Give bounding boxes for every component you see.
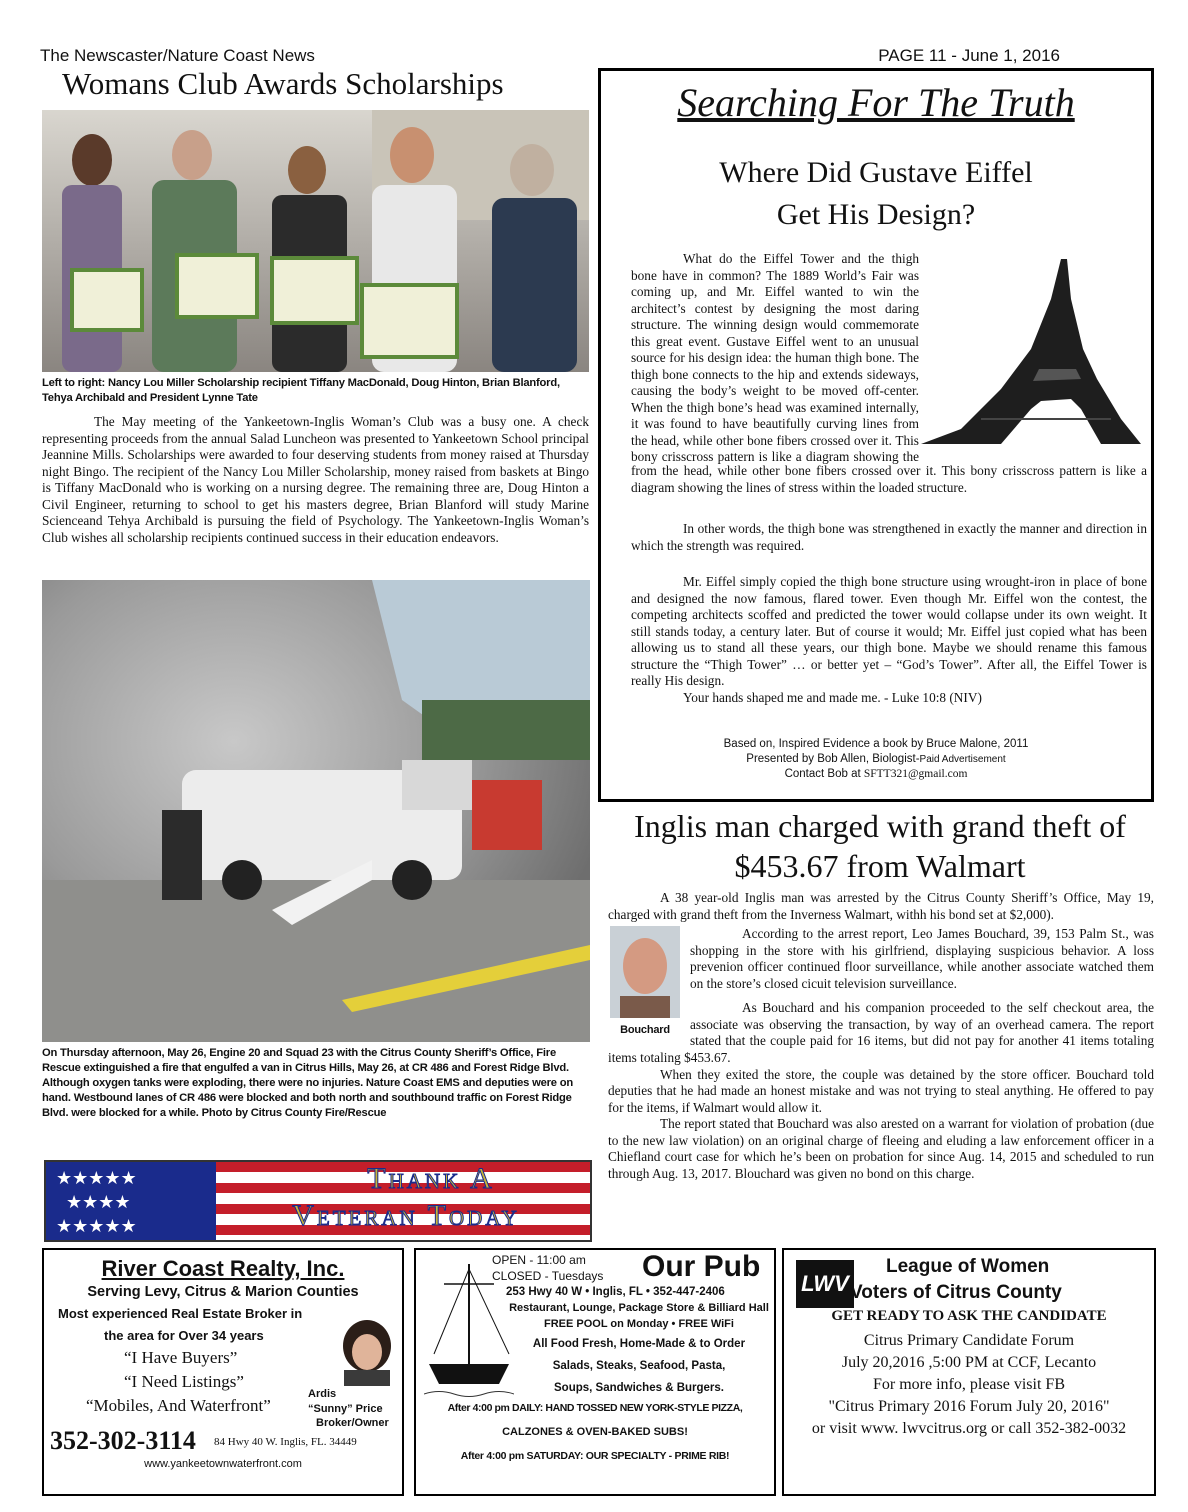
agent-name-2: “Sunny” Price (308, 1403, 383, 1415)
realty-phone[interactable]: 352-302-3114 (50, 1426, 196, 1455)
truth-para-1-tail: from the head, while other bone fibers crossed over it. This bony crisscross pattern is like a diagram showing the lines of stress within the loaded structure. (631, 463, 1147, 495)
truth-credit-2: Presented by Bob Allen, Biologist- (746, 753, 920, 765)
realty-ad (42, 1248, 404, 1496)
realty-address: 84 Hwy 40 W. Inglis, FL. 34449 (214, 1436, 357, 1448)
contact-email[interactable]: SFTT321@gmail.com (863, 768, 968, 780)
publication-name: The Newscaster/Nature Coast News (40, 46, 315, 65)
theft-headline (600, 806, 1160, 886)
theft-headline-1: Inglis man charged with grand theft of (634, 808, 1126, 844)
van-fire-photo (42, 580, 590, 1042)
truth-credit-3-line (601, 767, 1151, 782)
truth-credit-2-line (601, 752, 1151, 767)
pub-free: FREE POOL on Monday • FREE WiFi (544, 1318, 734, 1330)
lwv-details (784, 1330, 1154, 1440)
theft-headline-2: $453.67 from Walmart (734, 848, 1026, 884)
pub-saturday: After 4:00 pm SATURDAY: OUR SPECIALTY - PRIME RIB! (460, 1450, 730, 1462)
pub-address: 253 Hwy 40 W • Inglis, FL • 352-447-2406 (506, 1286, 725, 1298)
theft-col-b (690, 1000, 1154, 1050)
mugshot-label: Bouchard (620, 1024, 670, 1036)
realty-quote-1: “I Have Buyers” (124, 1348, 238, 1367)
theft-p3: As Bouchard and his companion proceeded to the self checkout area, the associate was observing the transaction, by way of an overhead camera. The report stated that the couple paid for 16 items, but did not pay for another 41 items totaling (690, 1000, 1154, 1048)
lwv-logo: LWV (796, 1260, 854, 1308)
pub-open: OPEN - 11:00 am (492, 1253, 586, 1267)
lwv-line-5: or visit www. lwvcitrus.org or call 352-382-0032 (811, 1420, 1127, 1437)
realty-quote-3: “Mobiles, And Waterfront” (86, 1396, 271, 1415)
banner-line-2: Veteran Today (292, 1199, 520, 1232)
paid-ad-label: Paid Advertisement (919, 754, 1006, 765)
lwv-line-2: July 20,2016 ,5:00 PM at CCF, Lecanto (841, 1354, 1097, 1371)
agent-name-1: Ardis (308, 1388, 337, 1400)
agent-photo (332, 1316, 402, 1386)
truth-para-1-top (631, 251, 919, 467)
veteran-banner (44, 1160, 592, 1242)
svg-text:★★★★: ★★★★ (66, 1192, 131, 1213)
truth-para-1: What do the Eiffel Tower and the thigh bone have in common? The 1889 World’s Fair was coming up, and Mr. Eiffel wanted to win the architect’s contest by designing the most daring structure. The winning design would commemorate this great event. Gustave Eiffel went to an unusual source for his design idea: the human thigh bone. The thigh bone connects to the hip and extends sideways, causing the body’s weight to be moved off-center. When the thigh bone’s head was examined internally, it was found to have beautifully curving lines from the head, while other bone fibers crossed over it. This bony crisscross pattern is like a diagram showing the (631, 251, 919, 464)
theft-p3-tail: items totaling $453.67. (608, 1050, 731, 1065)
scholarship-headline: Womans Club Awards Scholarships (62, 66, 504, 101)
scholarship-paragraph: The May meeting of the Yankeetown-Inglis Woman’s Club was a busy one. A check representing proceeds from the annual Salad Luncheon was presented to Yankeetown School principal Jeannine Mills. Scholarships were awarded to four deserving students from money raised at Thursday night Bingo. The recipient of the Nancy Lou Miller Scholarship, money raised from baskets at Bingo is Tiffany MacDonald who is working on a nursing degree. The remaining three are, Doug Hinton a Civil Engineer, returning to school to get his masters degree, Brian Blanford will study Marine Scienceand Tehya Archibald is pursuing the field of Psychology. The Yankeetown-Inglis Woman’s Club wishes all scholarship recipients continued success in their education endeavors. (42, 414, 589, 545)
truth-para-2-block (631, 521, 1147, 554)
lwv-line-1: Citrus Primary Candidate Forum (863, 1332, 1075, 1349)
truth-subtitle-1: Where Did Gustave Eiffel (719, 156, 1033, 189)
realty-exp-1: Most experienced Real Estate Broker in (58, 1306, 303, 1321)
theft-p2: According to the arrest report, Leo James Bouchard, 39, 153 Palm St., was shopping in the store with his girlfriend, displaying suspicious behavior. A loss prevenion officer continued floor surveillance, while another associate watched them on the store’s closed cicuit television surveillance. (690, 926, 1154, 991)
truth-para-1-continued (631, 463, 1147, 496)
page-info: PAGE 11 - June 1, 2016 (878, 46, 1060, 65)
agent-title: Broker/Owner (316, 1417, 389, 1429)
truth-para-3-block (631, 574, 1147, 706)
lwv-line-4: "Citrus Primary 2016 Forum July 20, 2016" (828, 1398, 1110, 1415)
theft-col-c (608, 1050, 1154, 1182)
lwv-ad (782, 1248, 1156, 1496)
mugshot (610, 926, 680, 1036)
mugshot-photo (610, 926, 680, 1018)
lwv-name-1: League of Women (886, 1256, 1050, 1277)
pub-food-3: Soups, Sandwiches & Burgers. (554, 1382, 724, 1394)
banner-line-1: Thank A (367, 1162, 495, 1195)
truth-verse: Your hands shaped me and made me. - Luke 10:8 (NIV) (683, 689, 982, 705)
lwv-name-2: Voters of Citrus County (850, 1282, 1062, 1303)
pub-food-2: Salads, Steaks, Seafood, Pasta, (552, 1360, 726, 1372)
lwv-line-3: For more info, please visit FB (873, 1376, 1065, 1393)
theft-p5: The report stated that Bouchard was also arested on a warrant for violation of probation (due to the new law violation) on an original charge of fleeing and eluding a law enforcement officer in a Chiefland court case for which he’s been on probation for since Aug. 14, 2015 and scheduled to run through Aug. 13, 2017. Blouchard was given no bond on this charge. (608, 1116, 1154, 1181)
truth-credits (601, 737, 1151, 782)
realty-website[interactable]: www.yankeetownwaterfront.com (144, 1458, 302, 1470)
theft-col-a (690, 926, 1154, 992)
pub-calzones: CALZONES & OVEN-BAKED SUBS! (502, 1426, 688, 1438)
truth-credit-3: Contact Bob at (784, 768, 864, 780)
svg-text:★★★★★: ★★★★★ (56, 1216, 137, 1237)
pub-closed: CLOSED - Tuesdays (492, 1269, 604, 1283)
truth-para-2: In other words, the thigh bone was strengthened in exactly the manner and direction in which the strength was required. (631, 521, 1147, 553)
pub-ad (414, 1248, 776, 1496)
lwv-headline: GET READY TO ASK THE CANDIDATE (831, 1308, 1107, 1324)
pub-food-1: All Food Fresh, Home-Made & to Order (532, 1338, 746, 1350)
truth-credit-1: Based on, Inspired Evidence a book by Bruce Malone, 2011 (723, 738, 1029, 750)
realty-exp-2: the area for Over 34 years (104, 1328, 264, 1343)
truth-subtitle-2: Get His Design? (776, 198, 976, 231)
fire-caption: On Thursday afternoon, May 26, Engine 20 and Squad 23 with the Citrus County Sheriff’s Office, Fire Rescue extinguished a fire that engulfed a van in Citrus Hills, May 26, at CR 486 and Forest Ridge Blvd. Although oxygen tanks were exploding, there were no injuries. Nature Coast EMS and deputies were on hand. Westbound lanes of CR 486 were blocked and both north and southbound traffic on Forest Ridge Blvd. were blocked for a while. Photo by Citrus County Fire/Rescue (42, 1047, 573, 1119)
pub-types: Restaurant, Lounge, Package Store & Billiard Hall (509, 1302, 769, 1314)
theft-p4: When they exited the store, the couple was detained by the store officer. Bouchard told deputies that he had made an honest mistake and was not trying to steal anything. He offered to pay for the items, if Walmart would allow it. (608, 1066, 1154, 1115)
realty-serving: Serving Levy, Citrus & Marion Counties (87, 1284, 359, 1300)
truth-para-3: Mr. Eiffel simply copied the thigh bone structure using wrought-iron in place of bone and designed the now famous, flared tower. Even though Mr. Eiffel won the contest, the competing architects scoffed and predicted the tower would collapse under its own weight. It still stands today, a century later. But of course it would; Mr. Eiffel just copied what has been allowing us to stand all these years, our thigh bone. Maybe we should rename this famous structure the “Thigh Tower” … or better yet – “God’s Tower”. After all, the Eiffel Tower is really His design. (631, 574, 1147, 688)
realty-name: River Coast Realty, Inc. (101, 1256, 345, 1281)
scholarship-body (42, 414, 589, 546)
theft-p1: A 38 year-old Inglis man was arrested by the Citrus County Sheriff’s Office, May 19, charged with grand theft from the Inverness Walmart, withh his bond set at $2,000). (608, 890, 1154, 922)
scholarship-photo (42, 110, 589, 372)
svg-text:★★★★★: ★★★★★ (56, 1168, 137, 1189)
pub-name: Our Pub (642, 1250, 761, 1283)
theft-intro (608, 890, 1154, 923)
scholarship-caption: Left to right: Nancy Lou Miller Scholarship recipient Tiffany MacDonald, Doug Hinton, Brian Blanford, Tehya Archibald and President Lynne Tate (42, 377, 560, 404)
pub-daily: After 4:00 pm DAILY: HAND TOSSED NEW YORK-STYLE PIZZA, (447, 1402, 743, 1414)
truth-title: Searching For The Truth (677, 80, 1075, 125)
eiffel-tower-image (921, 259, 1141, 449)
truth-ad-box (598, 68, 1154, 802)
realty-quote-2: “I Need Listings” (124, 1372, 244, 1391)
